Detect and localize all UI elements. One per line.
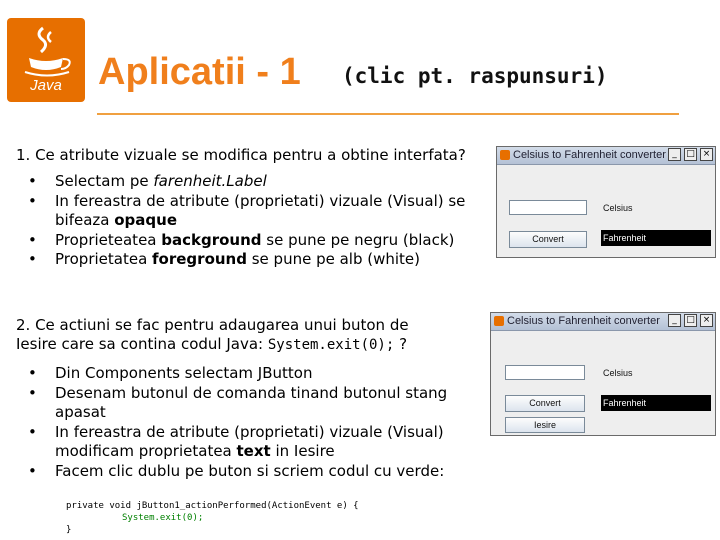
question-2-line-2: Iesire care sa contina codul Java: System.exit(0); ? [16, 335, 408, 353]
list-item: • Selectam pe farenheit.Label [22, 172, 492, 192]
window-titlebar[interactable] [497, 147, 715, 165]
minimize-icon[interactable]: _ [668, 314, 681, 327]
celsius-input[interactable] [505, 365, 585, 380]
celsius-label: Celsius [603, 368, 633, 378]
maximize-icon[interactable]: □ [684, 148, 697, 161]
converter-window-1 [496, 146, 716, 258]
fahrenheit-label: Fahrenheit [601, 230, 711, 246]
code-line-1: private void jButton1_actionPerformed(ActionEvent e) { [66, 501, 359, 511]
list-item: • In fereastra de atribute (proprietati) vizuale (Visual) se bifeaza opaque [22, 192, 492, 231]
java-window-icon [500, 150, 510, 160]
maximize-icon[interactable]: □ [684, 314, 697, 327]
code-line-2: System.exit(0); [122, 513, 204, 523]
window-title: Celsius to Fahrenheit converter [507, 315, 660, 327]
list-item: • In fereastra de atribute (proprietati) vizuale (Visual) modificam proprietatea text in Iesire [22, 423, 482, 462]
code-line-3: } [66, 525, 72, 535]
question-1: 1. Ce atribute vizuale se modifica pentru a obtine interfata? [16, 146, 466, 164]
answer-list-1 [22, 172, 492, 270]
close-icon[interactable]: × [700, 148, 713, 161]
java-logo [7, 18, 85, 102]
question-2-line-1: 2. Ce actiuni se fac pentru adaugarea unui buton de [16, 316, 409, 334]
list-item: • Proprietatea foreground se pune pe alb (white) [22, 250, 492, 270]
converter-window-2 [490, 312, 716, 436]
fahrenheit-label: Fahrenheit [601, 395, 711, 411]
logo-text: Java [30, 77, 62, 94]
list-item: • Proprieteatea background se pune pe negru (black) [22, 231, 492, 251]
exit-button[interactable]: Iesire [505, 417, 585, 433]
slide-subtitle-link[interactable]: (clic pt. raspunsuri) [342, 64, 608, 88]
close-icon[interactable]: × [700, 314, 713, 327]
minimize-icon[interactable]: _ [668, 148, 681, 161]
celsius-label: Celsius [603, 203, 633, 213]
slide-title: Aplicatii - 1 [98, 51, 301, 93]
java-window-icon [494, 316, 504, 326]
window-titlebar[interactable] [491, 313, 715, 331]
window-title: Celsius to Fahrenheit converter [513, 149, 666, 161]
celsius-input[interactable] [509, 200, 587, 215]
title-divider [97, 113, 679, 115]
convert-button[interactable]: Convert [509, 231, 587, 248]
convert-button[interactable]: Convert [505, 395, 585, 412]
answer-list-2 [22, 364, 482, 481]
list-item: • Facem clic dublu pe buton si scriem codul cu verde: [22, 462, 482, 482]
list-item: • Desenam butonul de comanda tinand butonul stang apasat [22, 384, 482, 423]
list-item: • Din Components selectam JButton [22, 364, 482, 384]
